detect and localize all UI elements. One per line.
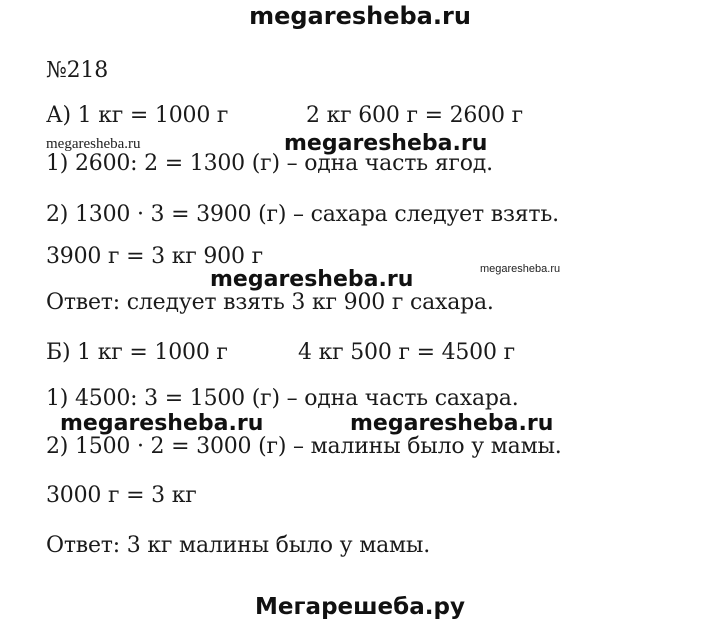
part-b-step-1: 1) 4500: 3 = 1500 (г) – одна часть сахара.: [46, 386, 519, 411]
part-a-answer: Ответ: следует взять 3 кг 900 г сахара.: [46, 290, 494, 315]
part-a-units-left: А) 1 кг = 1000 г: [46, 103, 229, 128]
watermark: megaresheba.ru: [210, 267, 414, 292]
part-b-answer: Ответ: 3 кг малины было у мамы.: [46, 533, 431, 558]
part-a-step-2: 2) 1300 · 3 = 3900 (г) – сахара следует взять.: [46, 202, 559, 227]
part-a-conversion: 3900 г = 3 кг 900 г: [46, 244, 263, 269]
watermark: megaresheba.ru: [46, 136, 141, 152]
part-b-step-2: 2) 1500 · 2 = 3000 (г) – малины было у мамы.: [46, 434, 562, 459]
part-b-conversion: 3000 г = 3 кг: [46, 483, 197, 508]
problem-number: №218: [46, 58, 109, 83]
watermark: megaresheba.ru: [480, 263, 561, 275]
part-a-units-right: 2 кг 600 г = 2600 г: [306, 103, 523, 128]
part-b-units-right: 4 кг 500 г = 4500 г: [298, 340, 515, 365]
watermark: megaresheba.ru: [350, 411, 554, 436]
watermark: megaresheba.ru: [60, 411, 264, 436]
site-footer: Мегарешеба.ру: [255, 594, 465, 620]
part-b-units-left: Б) 1 кг = 1000 г: [46, 340, 228, 365]
site-header: megaresheba.ru: [249, 2, 471, 30]
part-a-step-1: 1) 2600: 2 = 1300 (г) – одна часть ягод.: [46, 151, 493, 176]
watermark: megaresheba.ru: [284, 131, 488, 156]
